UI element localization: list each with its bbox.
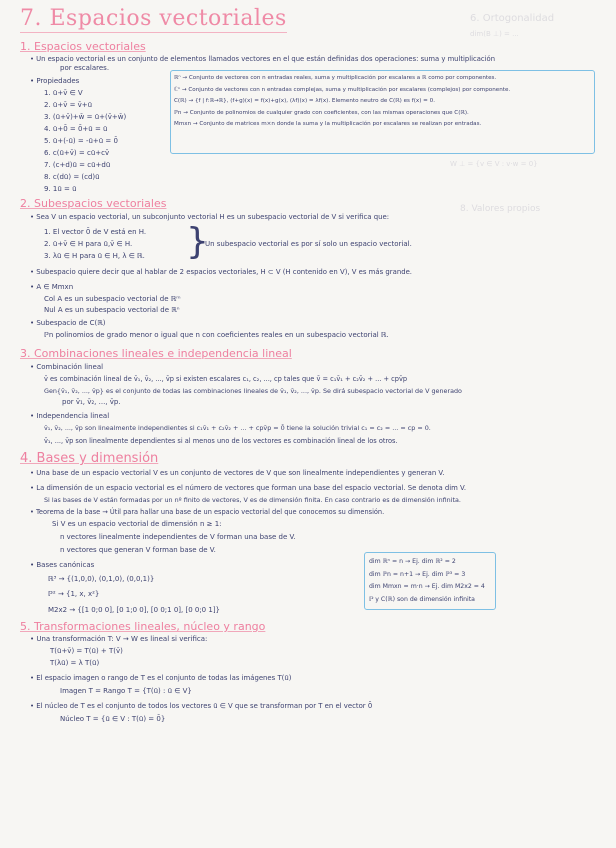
s5-image-def: • El espacio imagen o rango de T es el conjunto de todas las imágenes T(ū): [30, 674, 291, 683]
s2-cond-1: 1. El vector 0̄ de V está en H.: [44, 228, 147, 236]
bleed-text-2: dim(B ⊥) = ...: [470, 30, 519, 38]
s4-canon-m22: M2x2 → {[1 0;0 0], [0 1;0 0], [0 0;1 0], [0 0;0 1]}: [48, 606, 221, 614]
s4-canon-label: • Bases canónicas: [30, 561, 94, 570]
page-title: 7. Espacios vectoriales: [20, 6, 287, 31]
s3-il-2: v̄₁, ..., v̄p son linealmente dependientes si al menos uno de los vectores es combinación lineal de los otros.: [44, 437, 398, 445]
s4-theorem: • Teorema de la base → Útil para hallar una base de un espacio vectorial del que conocemos su dimensión.: [30, 508, 384, 517]
s1-definition: • Un espacio vectorial es un conjunto de elementos llamados vectores en el que están definidas dos operaciones: suma y multiplicación: [30, 55, 495, 64]
s4-base-def: • Una base de un espacio vectorial V es un conjunto de vectores de V que son linealmente independientes y generan V.: [30, 469, 444, 478]
s1-definition-cont: por escalares.: [60, 64, 110, 72]
example-pn: ℙn → Conjunto de polinomios de cualquier grado con coeficientes, con las mismas operaciones que C(ℝ).: [174, 109, 469, 116]
bleed-text-3: W ⊥ = {v ∈ V : v·w = 0}: [450, 160, 538, 168]
s1-prop-6: 6. c(ū+v̄) = cū+cv̄: [44, 149, 110, 157]
dim-rn: dim ℝⁿ = n → Ej. dim ℝ² = 2: [369, 558, 456, 565]
s2-example-label: • A ∈ Mmxn: [30, 283, 73, 292]
s2-cond-2: 2. ū+v̄ ∈ H para ū,v̄ ∈ H.: [44, 240, 133, 248]
example-rn: ℝⁿ → Conjunto de vectores con n entradas reales, suma y multiplicación por escalares a ℝ como por componentes.: [174, 75, 497, 81]
example-cn: ℂⁿ → Conjunto de vectores con n entradas complejas, suma y multiplicación por escalares (complejos) por componente.: [174, 86, 511, 93]
dim-mmxn: dim Mmxn = m·n → Ej. dim M2x2 = 4: [369, 583, 485, 590]
section-4-heading: 4. Bases y dimensión: [20, 451, 159, 466]
s4-theorem-2: n vectores que generan V forman base de V.: [60, 546, 216, 554]
dim-pn: dim ℙn = n+1 → Ej. dim ℙ³ = 3: [369, 570, 466, 578]
s3-cl-2: Gen{v̄₁, v̄₂, ..., v̄p} es el conjunto de todas las combinaciones lineales de v̄₁, v̄₂, ..., v̄p. Se dirá subespacio vectorial de V generado: [44, 387, 462, 395]
s3-cl-1: v̄ es combinación lineal de v̄₁, v̄₂, ..., v̄p si existen escalares c₁, c₂, ..., cp tales que v̄ = c₁v̄₁ + c₂v̄₂ + ... + cpv̄p: [44, 375, 408, 383]
brace-icon: }: [186, 221, 209, 262]
section-1-heading: 1. Espacios vectoriales: [20, 40, 146, 53]
dimensions-box: [364, 552, 496, 610]
s3-il-1: v̄₁, v̄₂, ..., v̄p son linealmente independientes si c₁v̄₁ + c₂v̄₂ + ... + cpv̄p = 0̄ tiene la solución trivial c₁ = c₂ = ... = cp = 0.: [44, 424, 431, 432]
s2-cond-3: 3. λū ∈ H para ū ∈ H, λ ∈ ℝ.: [44, 252, 145, 260]
s2-example-col: Col A es un subespacio vectorial de ℝᵐ: [44, 295, 181, 303]
s4-canon-r3: ℝ³ → {(1,0,0), (0,1,0), (0,0,1)}: [48, 575, 155, 583]
s5-image-set: Imagen T = Rango T = {T(ū) : ū ∈ V}: [60, 687, 192, 695]
s3-cl-label: • Combinación lineal: [30, 363, 103, 372]
example-cr: C(ℝ) → {f | f:ℝ→ℝ}, (f+g)(x) = f(x)+g(x), (λf)(x) = λf(x). Elemento neutro de C(ℝ) es f(x) = 0.: [174, 98, 435, 104]
s5-kernel-def: • El núcleo de T es el conjunto de todos los vectores ū ∈ V que se transforman por T en el vector 0̄: [30, 702, 372, 711]
s2-sub-cr-item: ℙn polinomios de grado menor o igual que n con coeficientes reales en un subespacio vectorial ℝ.: [44, 331, 389, 339]
section-5-heading: 5. Transformaciones lineales, núcleo y rango: [20, 620, 266, 633]
section-3-heading: 3. Combinaciones lineales e independencia lineal: [20, 347, 292, 360]
dim-infinite: ℙ y C(ℝ) son de dimensión infinita: [369, 595, 475, 603]
s1-prop-4: 4. ū+0̄ = 0̄+ū = ū: [44, 125, 108, 133]
s2-sub-cr-label: • Subespacio de C(ℝ): [30, 319, 106, 328]
s2-subspace-meaning: • Subespacio quiere decir que al hablar de 2 espacios vectoriales, H ⊂ V (H contenido en V), V es más grande.: [30, 268, 412, 277]
s2-brace-note: Un subespacio vectorial es por sí solo un espacio vectorial.: [205, 240, 412, 248]
s5-linear-2: T(λū) = λ T(ū): [50, 659, 100, 667]
s1-prop-3: 3. (ū+v̄)+w̄ = ū+(v̄+w̄): [44, 113, 127, 121]
example-mmxn: Mmxn → Conjunto de matrices m×n donde la suma y la multiplicación por escalares se realizan por entradas.: [174, 121, 482, 127]
s4-dim-finite: Si las bases de V están formadas por un nº finito de vectores, V es de dimensión finita. En caso contrario es de dimensión infinita.: [44, 496, 461, 504]
s1-prop-2: 2. ū+v̄ = v̄+ū: [44, 101, 93, 109]
bleed-text-1: 6. Ortogonalidad: [470, 13, 555, 24]
s4-canon-p2: ℙ² → {1, x, x²}: [48, 590, 100, 598]
s4-theorem-if: Si V es un espacio vectorial de dimensión n ≥ 1:: [52, 520, 222, 528]
s1-prop-5: 5. ū+(-ū) = -ū+ū = 0̄: [44, 137, 118, 145]
s1-prop-7: 7. (c+d)ū = cū+dū: [44, 161, 111, 169]
s4-dim-def: • La dimensión de un espacio vectorial es el número de vectores que forman una base del espacio vectorial. Se denota dim V.: [30, 484, 466, 493]
s5-linear-1: T(ū+v̄) = T(ū) + T(v̄): [50, 647, 123, 655]
bleed-text-4: 8. Valores propios: [460, 204, 541, 214]
s1-props-label: • Propiedades: [30, 77, 79, 86]
section-2-heading: 2. Subespacios vectoriales: [20, 197, 167, 210]
s3-cl-3: por v̄₁, v̄₂, ..., v̄p.: [62, 398, 121, 406]
s1-prop-9: 9. 1ū = ū: [44, 185, 77, 193]
s5-kernel-set: Núcleo T = {ū ∈ V : T(ū) = 0̄}: [60, 715, 166, 723]
s1-prop-1: 1. ū+v̄ ∈ V: [44, 89, 83, 97]
s5-linear-def: • Una transformación T: V → W es lineal si verifica:: [30, 635, 207, 644]
s2-example-nul: Nul A es un subespacio vectorial de ℝⁿ: [44, 306, 180, 314]
s1-prop-8: 8. c(dū) = (cd)ū: [44, 173, 100, 181]
s2-intro: • Sea V un espacio vectorial, un subconjunto vectorial H es un subespacio vectorial de V si verifica que:: [30, 213, 389, 222]
s3-il-label: • Independencia lineal: [30, 412, 109, 421]
examples-box: [170, 70, 595, 154]
s4-theorem-1: n vectores linealmente independientes de V forman una base de V.: [60, 533, 296, 541]
